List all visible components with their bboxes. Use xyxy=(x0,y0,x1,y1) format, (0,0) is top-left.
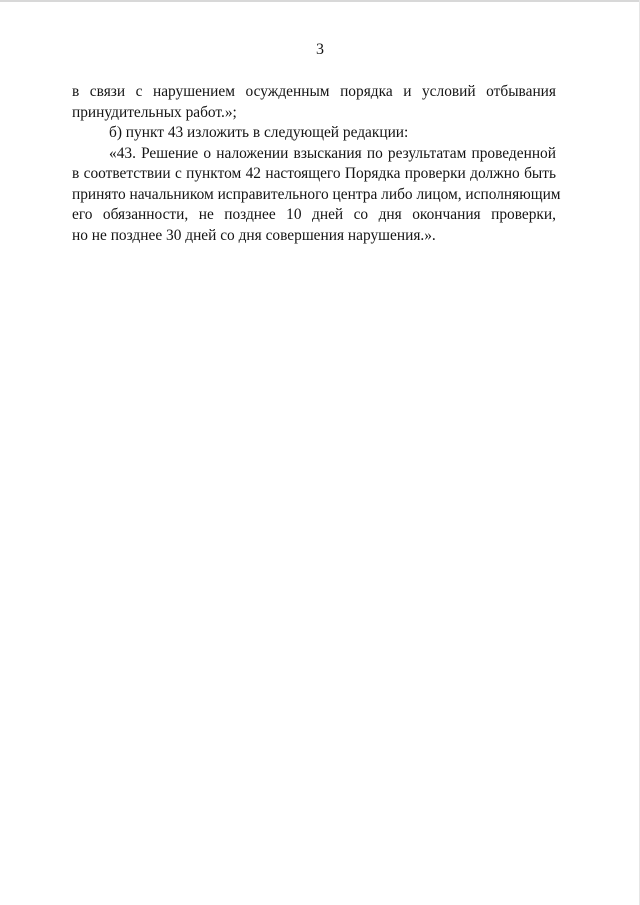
text-line: принято начальником исправительного центра либо лицом, исполняющим xyxy=(72,185,561,203)
text-line: но не позднее 30 дней со дня совершения нарушения.». xyxy=(72,226,436,244)
text-line: «43. Решение о наложении взыскания по результатам проведенной xyxy=(109,144,556,162)
document-body xyxy=(72,82,561,246)
text-line: его обязанности, не позднее 10 дней со дня окончания проверки, xyxy=(72,206,556,223)
scan-top-edge xyxy=(0,0,640,2)
text-line: принудительных работ.»; xyxy=(72,103,237,121)
text-line: б) пункт 43 изложить в следующей редакции: xyxy=(109,124,409,141)
text-line: в связи с нарушением осужденным порядка и условий отбывания xyxy=(72,83,556,100)
text-line: в соответствии с пунктом 42 настоящего Порядка проверки должно быть xyxy=(72,165,556,182)
page-number: 3 xyxy=(316,41,324,58)
